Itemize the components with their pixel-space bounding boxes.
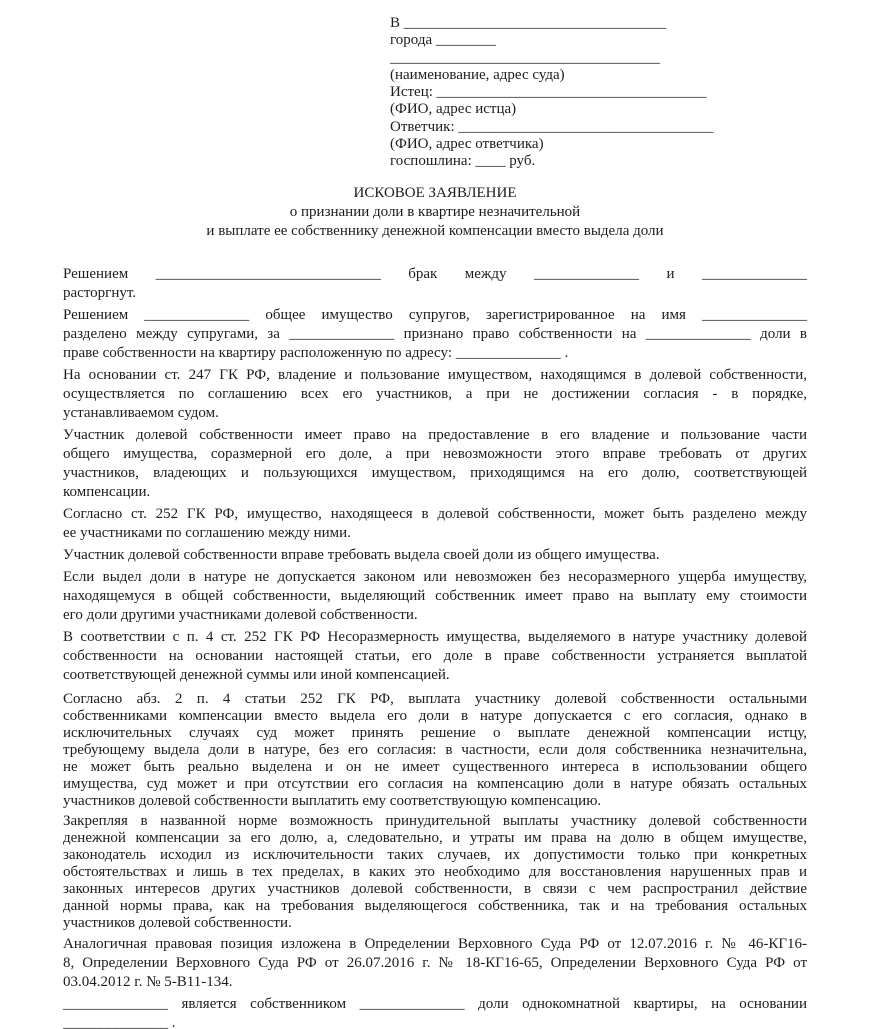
paragraph-line: 8, Определении Верховного Суда РФ от 26.07.2016 г. № 18-КГ16-65, Определении Верховного Суда РФ от: [63, 954, 807, 971]
paragraph-line: разделено между супругами, за ______________ признано право собственности на ______________ доли в: [63, 325, 807, 342]
paragraph-line: ______________ .: [63, 1014, 176, 1029]
paragraph-property-division: [63, 306, 807, 363]
paragraph-line: обстоятельствах и лишь в тех пределах, в каких это необходимо для восстановления нарушенных прав и: [63, 863, 807, 880]
paragraph-line: расторгнут.: [63, 284, 137, 301]
paragraph-share-allocation-right: [63, 546, 807, 565]
paragraph-line: законодатель исходил из исключительности таких случаев, их допустимости только при конкретных: [63, 846, 807, 863]
paragraph-line: исключительных случаях суд может принять решение о выплате денежной компенсации истцу,: [63, 724, 807, 741]
paragraph-line: участников долевой собственности выплатить ему соответствующую компенсацию.: [63, 792, 602, 809]
document-body: [63, 265, 807, 1029]
paragraph-line: компенсации.: [63, 483, 151, 500]
paragraph-line: собственности на основании настоящей статьи, его доле в праве собственности устраняется выплатой: [63, 647, 807, 664]
state-fee-line: госпошлина: ____ руб.: [390, 153, 536, 170]
paragraph-abz-2-p4-art-252: [63, 691, 807, 810]
paragraph-line: Закрепляя в названной норме возможность принудительной выплаты участнику долевой собственности: [63, 812, 807, 829]
paragraph-line: данной нормы права, как на требования выделяющегося собственника, так и на требования остальных: [63, 897, 807, 914]
paragraph-line: устанавливаемом судом.: [63, 404, 219, 421]
paragraph-line: Решением ______________ общее имущество супругов, зарегистрированное на имя ______________: [63, 306, 807, 323]
paragraph-line: собственниками компенсации вместо выдела его доли в натуре допускается с его согласия, однако в: [63, 707, 807, 724]
paragraph-line: участников, владеющих и пользующихся имуществом, приходящимся на его долю, соответствующей: [63, 464, 807, 481]
paragraph-owner-rights: [63, 426, 807, 502]
court-name-line: В ___________________________________: [390, 15, 667, 31]
paragraph-art-252-division: [63, 505, 807, 543]
paragraph-legislator-rationale: [63, 813, 807, 932]
court-address-blank-line: ____________________________________: [390, 49, 660, 66]
paragraph-art-247: [63, 366, 807, 423]
paragraph-line: Участник долевой собственности вправе требовать выдела своей доли из общего имущества.: [63, 546, 660, 563]
paragraph-supreme-court-rulings: [63, 935, 807, 992]
paragraph-line: находящемуся в общей собственности, выделяющий собственник имеет право на выплату ему стоимости: [63, 587, 807, 604]
paragraph-line: участников долевой собственности.: [63, 914, 292, 931]
court-header-block: [390, 0, 820, 171]
paragraph-line: Согласно ст. 252 ГК РФ, имущество, находящееся в долевой собственности, может быть разделено между: [63, 505, 807, 522]
plaintiff-line: Истец: ____________________________________: [390, 84, 707, 101]
paragraph-line: имущества, суд может и при отсутствии его согласия на компенсацию доли в натуре обязать остальных: [63, 775, 807, 792]
claim-title-line-3: и выплате ее собственнику денежной компенсации вместо выдела доли: [206, 222, 664, 239]
paragraph-line: Аналогичная правовая позиция изложена в Определении Верховного Суда РФ от 12.07.2016 г. № 46-КГ16-: [63, 935, 807, 952]
paragraph-line: общего имущества, соразмерной его доле, а при невозможности этого вправе требовать от других: [63, 445, 807, 462]
plaintiff-caption-line: (ФИО, адрес истца): [390, 101, 517, 118]
paragraph-line: его доли другими участниками долевой собственности.: [63, 606, 418, 623]
paragraph-line: Решением ______________________________ брак между ______________ и ______________: [63, 265, 807, 282]
court-caption-line: (наименование, адрес суда): [390, 66, 565, 83]
city-line: города ________: [390, 32, 496, 49]
paragraph-ownership-statement: [63, 995, 807, 1029]
claim-title-line-1: ИСКОВОЕ ЗАЯВЛЕНИЕ: [353, 184, 517, 201]
paragraph-line: соответствующей денежной суммы или иной компенсацией.: [63, 666, 450, 683]
paragraph-line: В соответствии с п. 4 ст. 252 ГК РФ Несоразмерность имущества, выделяемого в натуре участнику долевой: [63, 628, 807, 645]
paragraph-line: не может быть реально выделена и он не имеет существенного интереса в использовании общего: [63, 758, 807, 775]
paragraph-line: Если выдел доли в натуре не допускается законом или невозможен без несоразмерного ущерба имуществу,: [63, 568, 807, 585]
paragraph-line: Участник долевой собственности имеет право на предоставление в его владение и пользование части: [63, 426, 807, 443]
paragraph-line: ______________ является собственником ______________ доли однокомнатной квартиры, на основании: [63, 995, 807, 1012]
paragraph-payment-instead-of-allocation: [63, 568, 807, 625]
paragraph-line: 03.04.2012 г. № 5-В11-134.: [63, 973, 233, 990]
paragraph-line: Согласно абз. 2 п. 4 статьи 252 ГК РФ, выплата участнику долевой собственности остальными: [63, 690, 807, 707]
claim-title-line-2: о признании доли в квартире незначительной: [289, 203, 581, 220]
paragraph-line: требующему выдела доли в натуре, без его согласия: в частности, если доля собственника незначительна,: [63, 741, 807, 758]
paragraph-p4-art-252: [63, 628, 807, 685]
defendant-line: Ответчик: __________________________________: [390, 118, 714, 135]
defendant-caption-line: (ФИО, адрес ответчика): [390, 136, 544, 153]
paragraph-line: ее участниками по соглашению между ними.: [63, 524, 351, 541]
paragraph-line: На основании ст. 247 ГК РФ, владение и пользование имуществом, находящимся в долевой собственности,: [63, 366, 807, 383]
paragraph-divorce-decision: [63, 265, 807, 303]
claim-title: [63, 184, 807, 241]
paragraph-line: праве собственности на квартиру расположенную по адресу: ______________ .: [63, 344, 569, 361]
paragraph-line: законных интересов других участников долевой собственности, в связи с чем распространил действие: [63, 880, 807, 897]
paragraph-line: денежной компенсации за его долю, а, следовательно, и утраты им права на долю в общем имуществе,: [63, 829, 807, 846]
paragraph-line: осуществляется по соглашению всех его участников, а при не достижении согласия - в порядке,: [63, 385, 807, 402]
